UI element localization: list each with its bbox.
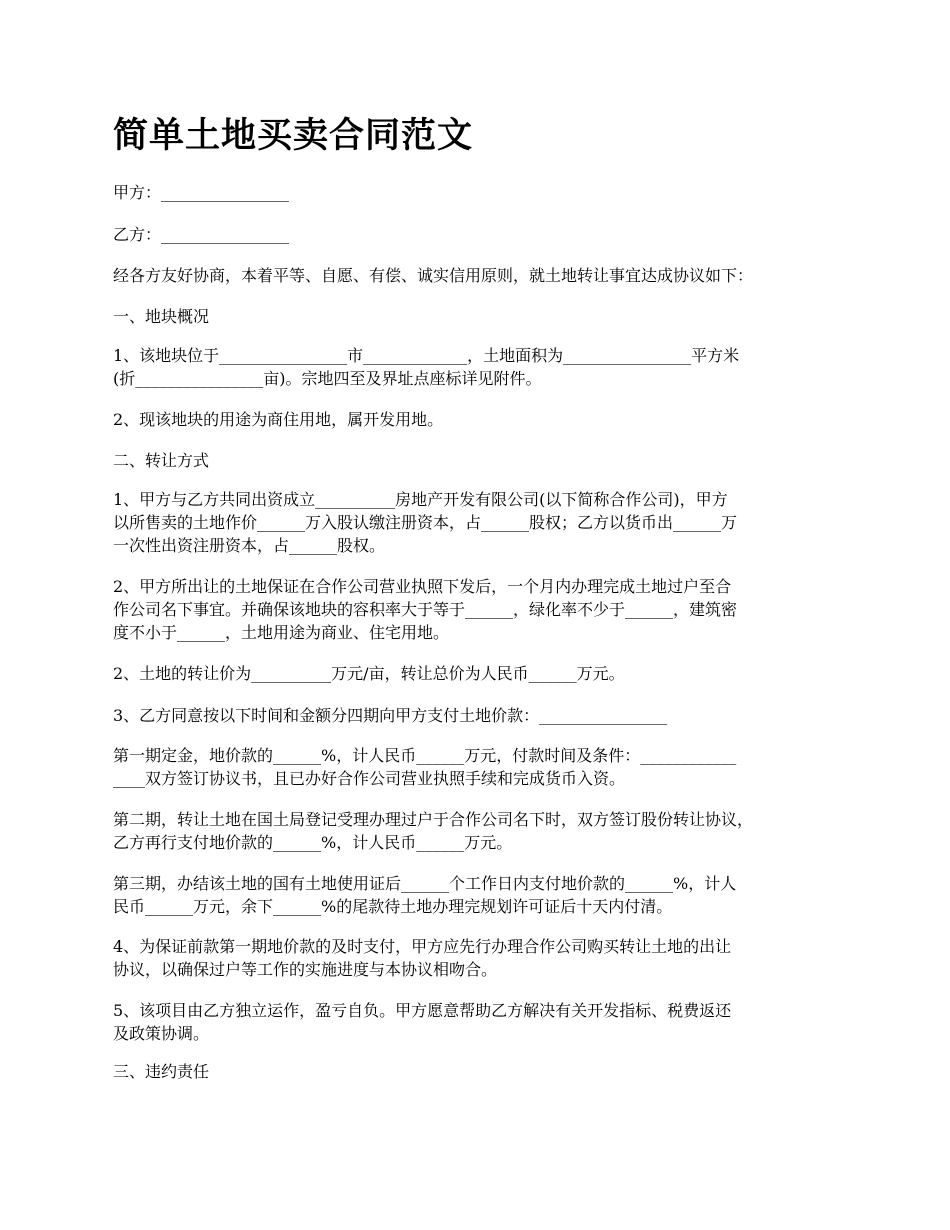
section-heading-breach-liability: 三、违约责任 xyxy=(113,1062,210,1081)
clause-payment-schedule: 3、乙方同意按以下时间和金额分四期向甲方支付土地价款：________________ xyxy=(113,706,668,725)
clause-line: 第一期定金，地价款的______%，计人民币______万元，付款时间及条件：____________ xyxy=(113,746,737,765)
clause-line: 及政策协调。 xyxy=(113,1024,210,1043)
party-a-field: 甲方：________________ xyxy=(113,183,290,202)
clause-line: 协议，以确保过户等工作的实施进度与本协议相吻合。 xyxy=(113,960,498,979)
clause-line: 乙方再行支付地价款的______%，计人民币______万元。 xyxy=(113,833,513,852)
clause-line: 5、该项目由乙方独立运作，盈亏自负。甲方愿意帮助乙方解决有关开发指标、税费返还 xyxy=(113,1001,732,1020)
clause-line: 第三期，办结该土地的国有土地使用证后______个工作日内支付地价款的______%，计人 xyxy=(113,874,737,893)
clause-line: 作公司名下事宜。并确保该地块的容积率大于等于______，绿化率不少于______，建筑密 xyxy=(113,600,738,619)
clause-line: 度不小于______，土地用途为商业、住宅用地。 xyxy=(113,623,450,642)
clause-line: (折________________亩)。宗地四至及界址点座标详见附件。 xyxy=(113,369,542,388)
clause-line: 4、为保证前款第一期地价款的及时支付，甲方应先行办理合作公司购买转让土地的出让 xyxy=(113,937,732,956)
clause-transfer-price: 2、土地的转让价为__________万元/亩，转让总价为人民币______万元。 xyxy=(113,664,625,683)
clause-line: 1、该地块位于________________市_____________，土地面积为________________平方米 xyxy=(113,346,740,365)
clause-line: 民币______万元，余下______%的尾款待土地办理完规划许可证后十天内付清。 xyxy=(113,897,673,916)
clause-line: 1、甲方与乙方共同出资成立__________房地产开发有限公司(以下简称合作公司)，甲方 xyxy=(113,490,728,509)
clause-line: 以所售卖的土地作价______万入股认缴注册资本，占______股权；乙方以货币出______万 xyxy=(113,513,738,532)
section-heading-land-overview: 一、地块概况 xyxy=(113,307,210,326)
clause-line: 一次性出资注册资本，占______股权。 xyxy=(113,536,386,555)
intro-paragraph: 经各方友好协商，本着平等、自愿、有偿、诚实信用原则，就土地转让事宜达成协议如下： xyxy=(113,266,754,285)
clause-line: 2、甲方所出让的土地保证在合作公司营业执照下发后，一个月内办理完成土地过户至合 xyxy=(113,577,732,596)
clause-land-use: 2、现该地块的用途为商住用地，属开发用地。 xyxy=(113,410,444,429)
clause-line: 第二期，转让土地在国土局登记受理办理过户于合作公司名下时，双方签订股份转让协议， xyxy=(113,810,754,829)
section-heading-transfer-method: 二、转让方式 xyxy=(113,451,210,470)
party-b-field: 乙方：________________ xyxy=(113,225,290,244)
clause-line: ____双方签订协议书，且已办好合作公司营业执照手续和完成货币入资。 xyxy=(113,769,626,788)
document-title: 简单土地买卖合同范文 xyxy=(113,116,474,156)
